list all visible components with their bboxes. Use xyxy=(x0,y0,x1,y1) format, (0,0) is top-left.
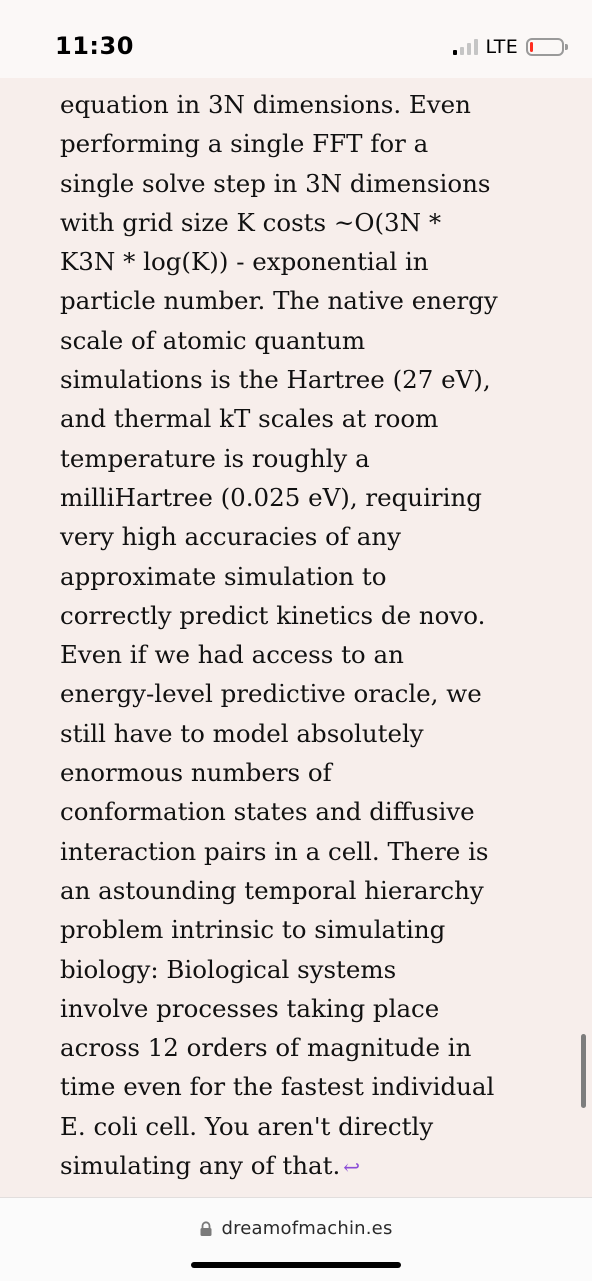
article-body xyxy=(60,85,510,1187)
article-text-line: correctly predict kinetics de novo. xyxy=(60,600,486,630)
status-time: 11:30 xyxy=(55,32,134,60)
article-text-line: equation in 3N dimensions. Even xyxy=(60,90,471,119)
return-arrow-icon[interactable]: ↩ xyxy=(343,1155,361,1180)
article-text-line: approximate simulation to xyxy=(60,561,387,591)
browser-bottom-bar[interactable] xyxy=(0,1197,592,1281)
article-text-line: temperature is roughly a xyxy=(60,443,370,473)
article-text-line: performing a single FFT for a xyxy=(60,129,429,159)
article-text-line: time even for the fastest individual xyxy=(60,1072,495,1102)
network-type-label: LTE xyxy=(485,36,518,58)
address-bar[interactable] xyxy=(0,1218,592,1239)
article-text-line: and thermal kT scales at room xyxy=(60,404,439,434)
article-text-line: interaction pairs in a cell. There is xyxy=(60,836,489,866)
article-text-line: scale of atomic quantum xyxy=(60,325,366,355)
article-text-line: simulating any of that. ↩ xyxy=(60,1151,361,1181)
article-text-line: simulations is the Hartree (27 eV), xyxy=(60,365,491,395)
article-text-line: conformation states and diffusive xyxy=(60,797,475,827)
status-bar xyxy=(0,0,592,78)
home-indicator[interactable] xyxy=(191,1262,401,1268)
article-text-line: involve processes taking place xyxy=(60,993,440,1023)
article-text-line: biology: Biological systems xyxy=(60,954,397,984)
status-indicators xyxy=(453,35,564,59)
signal-strength-icon xyxy=(453,39,478,55)
article-text-line: enormous numbers of xyxy=(60,758,332,788)
article-text-line: particle number. The native energy xyxy=(60,286,498,316)
battery-icon xyxy=(526,38,564,56)
battery-level-fill xyxy=(530,42,533,52)
article-text-line: across 12 orders of magnitude in xyxy=(60,1033,472,1063)
article-text-line: K3N * log(K)) - exponential in xyxy=(60,247,429,277)
scrollbar-thumb[interactable] xyxy=(581,1034,586,1108)
article-text-line: E. coli cell. You aren't directly xyxy=(60,1111,434,1141)
article-text-line: an astounding temporal hierarchy xyxy=(60,875,484,905)
article-text-line: very high accuracies of any xyxy=(60,522,401,552)
article-text-line: single solve step in 3N dimensions xyxy=(60,168,491,198)
article-text-line: with grid size K costs ~O(3N * xyxy=(60,207,442,237)
lock-icon xyxy=(199,1221,213,1237)
article-text-line: still have to model absolutely xyxy=(60,718,424,748)
article-text-line: energy-level predictive oracle, we xyxy=(60,679,482,709)
article-text-line: problem intrinsic to simulating xyxy=(60,915,446,945)
article-text-line: Even if we had access to an xyxy=(60,640,404,670)
url-text[interactable]: dreamofmachin.es xyxy=(221,1218,393,1239)
article-text-line: milliHartree (0.025 eV), requiring xyxy=(60,482,482,512)
